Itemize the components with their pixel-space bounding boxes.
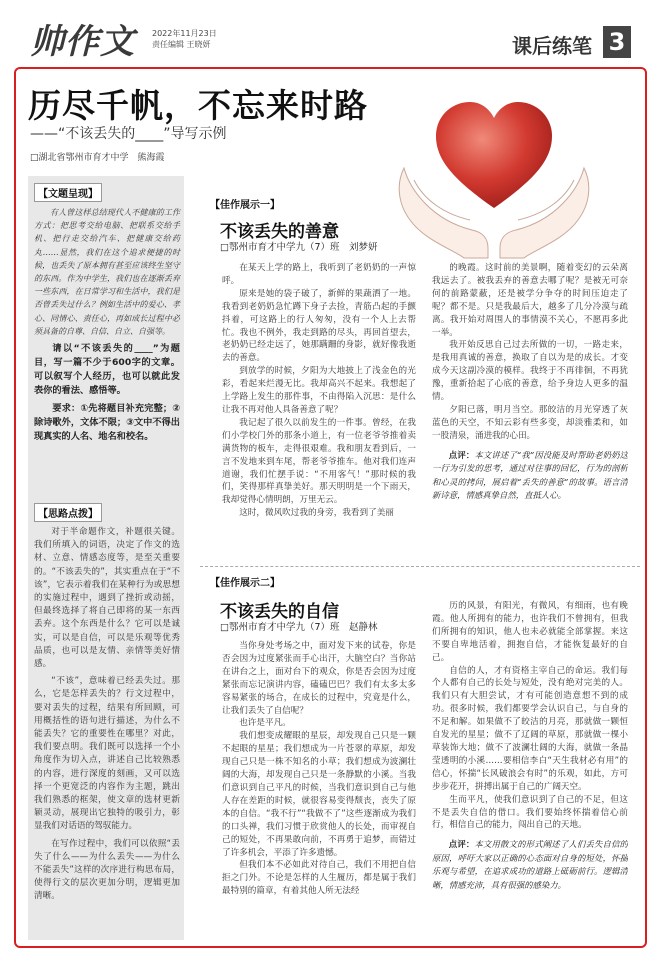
example-two-author: □鄂州市育才中学九（7）班 赵静林 bbox=[220, 622, 378, 633]
topic-section bbox=[34, 182, 180, 444]
body-paragraph: 生而平凡，使我们意识到了自己的不足，但这不是丢失自信的借口。我们要始终怀揣着信心前行，相信自己的能力，闯出自己的天地。 bbox=[432, 794, 628, 831]
body-paragraph: 在某天上学的路上，我听到了老奶奶的一声惊呼。 bbox=[222, 263, 416, 286]
body-paragraph: 我开始反思自己过去所做的一切，一路走来，是我用真诚的善意，换取了自以为是的成长。才变成今天这副冷漠的模样。我终于不再徘徊，不再犹豫，重新拾起了心底的善意，给予身边人更多的温情。 bbox=[432, 340, 628, 403]
example-two-column-right bbox=[432, 600, 628, 936]
thinking-section bbox=[34, 502, 180, 904]
topic-heading: 【文题呈现】 bbox=[34, 183, 102, 202]
section-divider bbox=[200, 566, 640, 567]
masthead bbox=[0, 0, 654, 64]
article-byline: □湖北省鄂州市育才中学 熊海霞 bbox=[30, 153, 165, 163]
example-two-column-left bbox=[222, 640, 416, 935]
section-name: 课后练笔 bbox=[512, 34, 592, 58]
body-paragraph: 夕阳已落，明月当空。那皎洁的月光穿透了灰蓝色的天空，不知云彩有些多变，却淡雅柔和，如一股清泉，涌进我的心田。 bbox=[432, 404, 628, 441]
example-one-author: □鄂州市育才中学九（7）班 刘梦妍 bbox=[220, 242, 378, 253]
comment-text: 本文讲述了“我”因没能及时帮助老奶奶这一行为引发的思考，通过对往事的回忆，行为的剖析和心灵的拷问，展启着“丢失的善意”的故事。语言清新诗意，情感真挚自然，直抵人心。 bbox=[432, 449, 628, 501]
thinking-paragraph: “不该”，意味着已经丢失过。那么，它是怎样丢失的？行文过程中，要对丢失的过程，结果有所回顾，可用概括性的语句进行描述，为什么不能丢失？它的重要性在哪里？对此，我们要点明。我们既可以选择一个小角度作为切入点，讲述自己比较熟悉的内容，进行深度的刻画，又可以选择一个更宽泛的内容作为主题，跳出我们熟悉的框架，使文章的选材更新颖灵动，展现出它独特的吸引力，彰显我们对话语的驾驭能力。 bbox=[34, 676, 180, 832]
comment-text: 本文用散文的形式阐述了人们丢失自信的原因，呼吁大家以正确的心态面对自身的短处，怀揣乐观与希望，在追求成功的道路上砥砺前行。逻辑清晰，情感充沛，具有很强的感染力。 bbox=[432, 839, 628, 890]
body-paragraph: 自信的人，才有资格主宰自己的命运。我们每个人都有自己的长处与短处，没有绝对完美的人。我们只有大胆尝试，才有可能创造意想不到的成功。很多时候，我们都要学会认识自己，与自身的不足和解。如果做不了皎洁的月亮，那就做一颗恒自发光的星星；做不了辽阔的草原，那就做一棵小草装饰大地；做不了波澜壮阔的大海，就做一条晶莹透明的小溪……要相信李白“天生我材必有用”的信心，怀揣“长风破浪会有时”的乐观，如此，方可步步花开，拼搏出属于自己的广阔天空。 bbox=[432, 665, 628, 792]
issue-editor: 责任编辑 王晓妍 bbox=[152, 40, 211, 49]
thinking-paragraph: 在写作过程中，我们可以依照“丢失了什么——为什么丢失——为什么不能丢失”这样的次序进行构思布局，使得行文的层次更加分明，逻辑更加清晰。 bbox=[34, 838, 180, 902]
comment-label: 点评： bbox=[448, 839, 475, 850]
body-paragraph: 这时，微风吹过我的身旁，我看到了美丽 bbox=[239, 508, 394, 519]
issue-date: 2022年11月23日 bbox=[152, 29, 217, 38]
topic-requirements: 要求：①先将题目补充完整；②除诗歌外，文体不限；③文中不得出现真实的人名、地名和校名。 bbox=[34, 403, 180, 443]
example-two-title: 不该丢失的自信 bbox=[220, 602, 339, 622]
topic-prompt: 请以“不该丢失的____”为题目，写一篇不少于600字的文章。可以叙写个人经历，也可以就此发表你的看法、感悟等。 bbox=[34, 343, 180, 397]
body-paragraph: 我记起了很久以前发生的一件事。曾经，在我们小学校门外的那条小道上，有一位老爷爷推着卖满货物的板车，走得很艰难。我和朋友看到后，一言不发地来到车尾，帮老爷爷推车。他对我们连声道谢，我们忙摆手说：“不用客气！”那时候的我们，笑得那样真挚美好。那天明明是一个下雨天，我却觉得心情明朗，万里无云。 bbox=[222, 417, 416, 506]
page-subtitle: ——“不该丢失的____”导写示例 bbox=[30, 126, 227, 142]
heart-in-hands-icon bbox=[384, 80, 604, 260]
example-one-label: 【佳作展示一】 bbox=[210, 200, 280, 211]
issue-meta bbox=[152, 28, 217, 50]
body-paragraph: 到放学的时候，夕阳为大地披上了浅金色的光彩，看起来烂漫无比。我却高兴不起来。我想起了上学路上发生的那件事，不由得陷入沉思：是什么让我不再对他人具备善意了呢？ bbox=[222, 366, 416, 415]
example-two-comment bbox=[432, 838, 628, 892]
example-one-comment bbox=[432, 449, 628, 503]
body-paragraph: 我们想变成耀眼的星辰，却发现自己只是一颗不起眼的星星；我们想成为一片苍翠的草原，却发现自己只是一株不知名的小草；我们想成为波澜壮阔的大海，却发现自己只是一条静默的小溪。当我们意识到自己平凡的时候，当我们意识到自己与他人存在差距的时候，就很容易变得颓丧，丧失了原本的自信。“我不行”“我做不了”这些逐渐成为我们的口头禅，我们习惯于欣赏他人的长处，而审视自己的短处，不再果敢向前，不再勇于追梦，而错过了许多机会，平添了许多遗憾。 bbox=[222, 731, 416, 858]
thinking-heading: 【思路点拨】 bbox=[34, 503, 102, 522]
example-two-label: 【佳作展示二】 bbox=[210, 578, 280, 589]
example-one-column-left bbox=[222, 262, 416, 560]
comment-label: 点评： bbox=[448, 449, 475, 460]
body-paragraph: 原来是她的袋子破了，新鲜的果蔬洒了一地。我看到老奶奶急忙蹲下身子去捡，青筋凸起的手颤抖着，可这路上的行人匆匆，没有一个人上去帮忙。我也不例外，我走到路的尽头，再回首望去，老奶奶已经走远了，她那蹒跚的身影，就好像我逝去的善意。 bbox=[222, 288, 416, 364]
body-paragraph: 但我们本不必如此对待自己，我们不用把自信拒之门外。不论是怎样的人生履历，都是属于我们最特别的篇章，有着其他人所无法经 bbox=[222, 860, 416, 897]
newspaper-logo: 帅作文 bbox=[30, 22, 135, 62]
topic-text: 有人曾这样总结现代人不健康的工作方式：把思考交给电脑、把联系交给手机、把行走交给汽车、把健康交给药丸……显然，我们在这个追求便捷的时候，也丢失了原本拥有甚至应该终生坚守的东西。作为中学生，我们也在逐渐丢弃一些东西，在日常学习和生活中，我们是否曾丢失过什么？例如生活中的爱心、孝心、同情心、责任心，再如成长过程中必须具备的自尊、自信、自立、自强等。 bbox=[34, 208, 180, 336]
example-one-column-right bbox=[432, 262, 628, 560]
body-paragraph: 历的风景，有阳光，有微风，有细雨，也有晚霞。他人所拥有的能力，也许我们不曾拥有，但我们所拥有的知识，他人也未必就能全部掌握。来这不要自卑地活着，拥抱自信，才能恢复最好的自己。 bbox=[432, 601, 628, 663]
body-paragraph: 的晚霞。这时前的美景啊，随着变幻的云朵离我远去了。被我丢弃的善意去哪了呢？是被无可奈何的前路蒙蔽，还是被学分争夺的时间压迫走了呢？都不是。只是我最后大，越多了几分冷漠与疏离。我开始对周围人的事情漠不关心，不愿再多此一举。 bbox=[432, 263, 628, 338]
page-title: 历尽千帆，不忘来时路 bbox=[28, 86, 368, 125]
thinking-paragraph: 对于半命题作文，补题很关键。我们所填入的词语，决定了作文的选材、立意、情感态度等，是至关重要的。“不该丢失的”，其实重点在于“不该”，它表示着我们在某种行为或思想的实施过程中，遇到了挫折或动摇，但最终选择了将自己即将的某一东西丢弃。这个东西是什么？它可以是诚实，可以是自信，可以是乐观等优秀品质，也可以是友情、亲情等美好情感。 bbox=[34, 527, 180, 670]
section-number: 3 bbox=[603, 26, 631, 58]
example-one-title: 不该丢失的善意 bbox=[220, 222, 339, 242]
sidebar bbox=[28, 176, 184, 940]
body-paragraph: 当你身处考场之中，面对发下来的试卷，你是否会因为过度紧张而手心出汗，大脑空白？当你站在讲台之上，面对台下的观众，你是否会因为过度紧张而忘记演讲内容，磕磕巴巴？我们有太多太多容易紧张的场合，在成长的过程中，究竟是什么，让我们丢失了自信呢？ bbox=[222, 641, 416, 716]
body-paragraph: 也许是平凡。 bbox=[239, 718, 291, 729]
